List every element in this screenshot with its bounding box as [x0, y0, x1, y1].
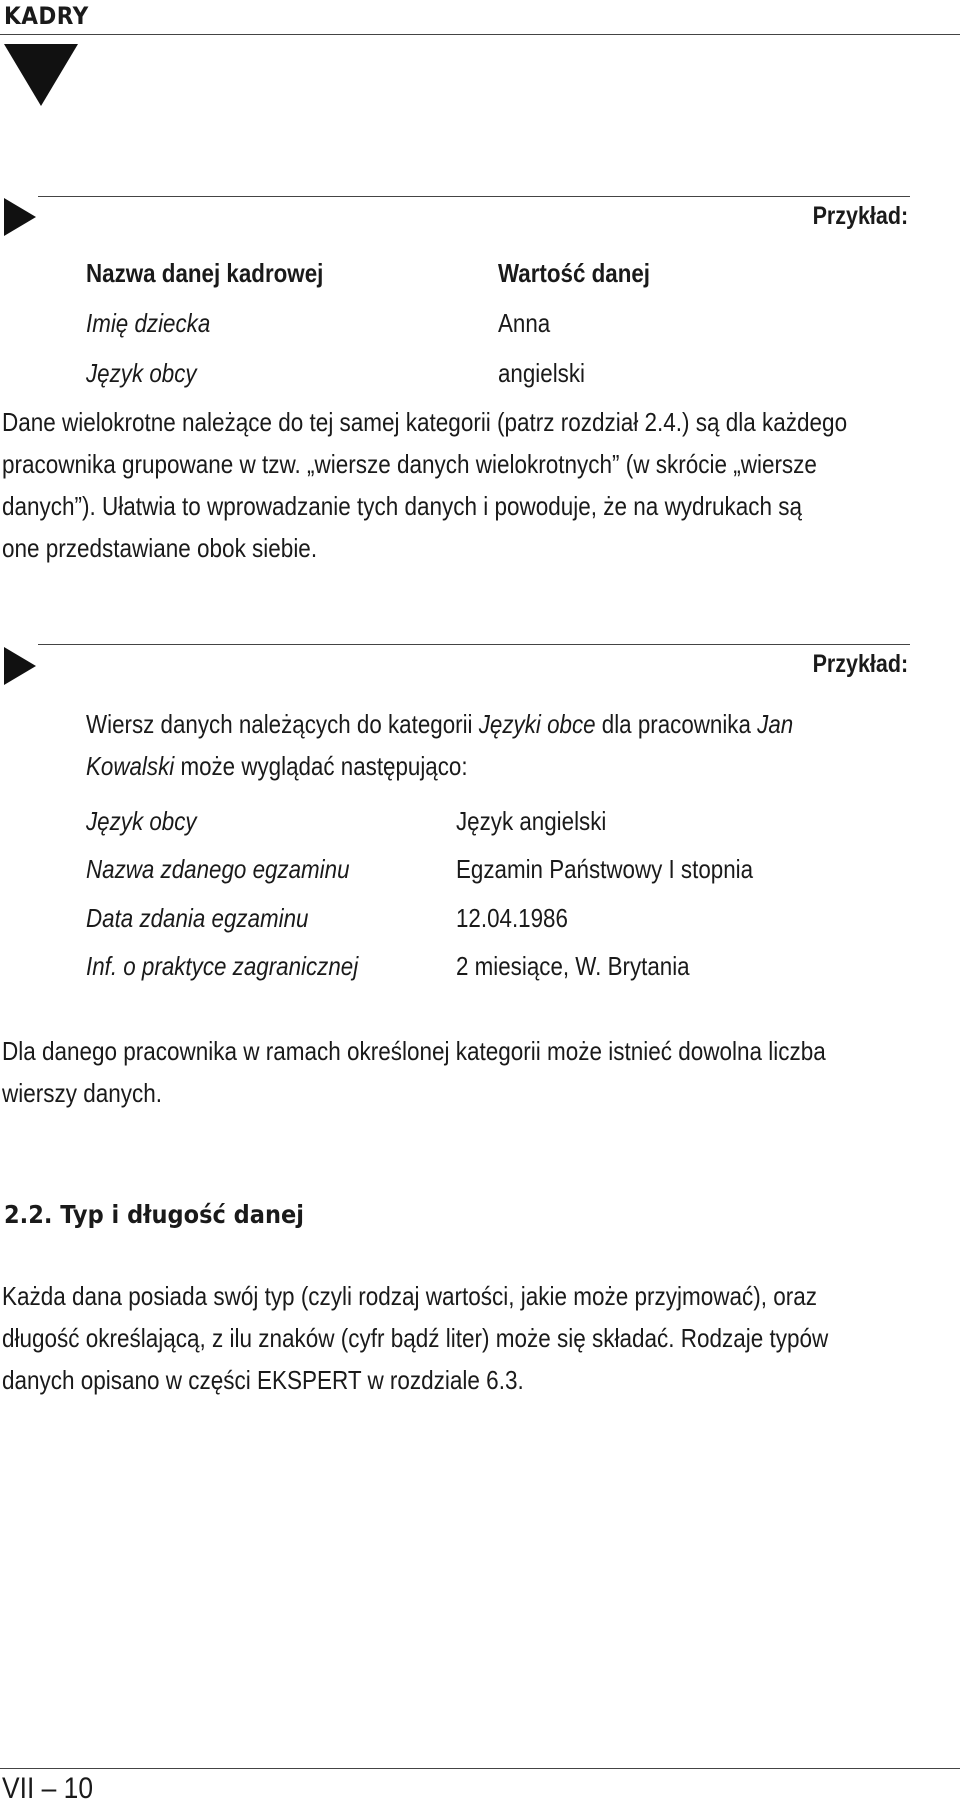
- column-header-value: Wartość danej: [498, 258, 651, 288]
- paragraph-line: Dane wielokrotne należące do tej samej kategorii (patrz rozdział 2.4.) są dla każdego: [2, 407, 848, 437]
- triangle-right-icon: [4, 198, 36, 236]
- employee-name: Kowalski: [86, 751, 175, 781]
- section-header-title: KADRY: [4, 2, 89, 30]
- paragraph-line: danych opisano w części EKSPERT w rozdziale 6.3.: [2, 1365, 524, 1395]
- data-value-cell: Anna: [498, 308, 551, 338]
- example-intro-line: [86, 707, 793, 741]
- example-label: Przykład:: [812, 202, 908, 230]
- example-rule: [38, 644, 910, 645]
- data-value-cell: Egzamin Państwowy I stopnia: [456, 854, 754, 884]
- paragraph-line: długość określającą, z ilu znaków (cyfr bądź liter) może się składać. Rodzaje typów: [2, 1323, 829, 1353]
- column-header-name: Nazwa danej kadrowej: [86, 258, 324, 288]
- example-label: Przykład:: [812, 650, 908, 678]
- paragraph: [2, 1030, 954, 1114]
- data-name-cell: Język obcy: [86, 358, 197, 388]
- data-value-cell: angielski: [498, 358, 586, 388]
- paragraph-line: one przedstawiane obok siebie.: [2, 533, 318, 563]
- intro-text: dla pracownika: [595, 709, 758, 739]
- footer-rule: [0, 1768, 960, 1769]
- triangle-right-icon: [4, 647, 36, 685]
- paragraph-line: Każda dana posiada swój typ (czyli rodzaj wartości, jakie może przyjmować), oraz: [2, 1281, 817, 1311]
- intro-text: może wyglądać następująco:: [174, 751, 468, 781]
- data-value-cell: Język angielski: [456, 806, 607, 836]
- paragraph-line: danych”). Ułatwia to wprowadzanie tych danych i powoduje, że na wydrukach są: [2, 491, 803, 521]
- paragraph: [2, 1275, 957, 1401]
- paragraph-line: wierszy danych.: [2, 1078, 162, 1108]
- category-name: Języki obce: [478, 709, 596, 739]
- data-name-cell: Język obcy: [86, 806, 197, 836]
- header-rule: [0, 34, 960, 35]
- data-name-cell: Nazwa zdanego egzaminu: [86, 854, 350, 884]
- data-name-cell: Imię dziecka: [86, 308, 211, 338]
- example-rule: [38, 196, 910, 197]
- data-name-cell: Inf. o praktyce zagranicznej: [86, 951, 359, 981]
- paragraph-line: pracownika grupowane w tzw. „wiersze danych wielokrotnych” (w skrócie „wiersze: [2, 449, 817, 479]
- data-value-cell: 12.04.1986: [456, 903, 568, 933]
- intro-text: Wiersz danych należących do kategorii: [86, 709, 479, 739]
- triangle-down-icon: [4, 44, 78, 106]
- page-number: VII – 10: [2, 1772, 93, 1805]
- data-value-cell: 2 miesiące, W. Brytania: [456, 951, 690, 981]
- example-intro-line: [86, 749, 468, 783]
- paragraph-line: Dla danego pracownika w ramach określonej kategorii może istnieć dowolna liczba: [2, 1036, 826, 1066]
- data-name-cell: Data zdania egzaminu: [86, 903, 309, 933]
- section-heading: 2.2. Typ i długość danej: [4, 1200, 304, 1229]
- employee-name: Jan: [757, 709, 794, 739]
- paragraph: [2, 401, 960, 569]
